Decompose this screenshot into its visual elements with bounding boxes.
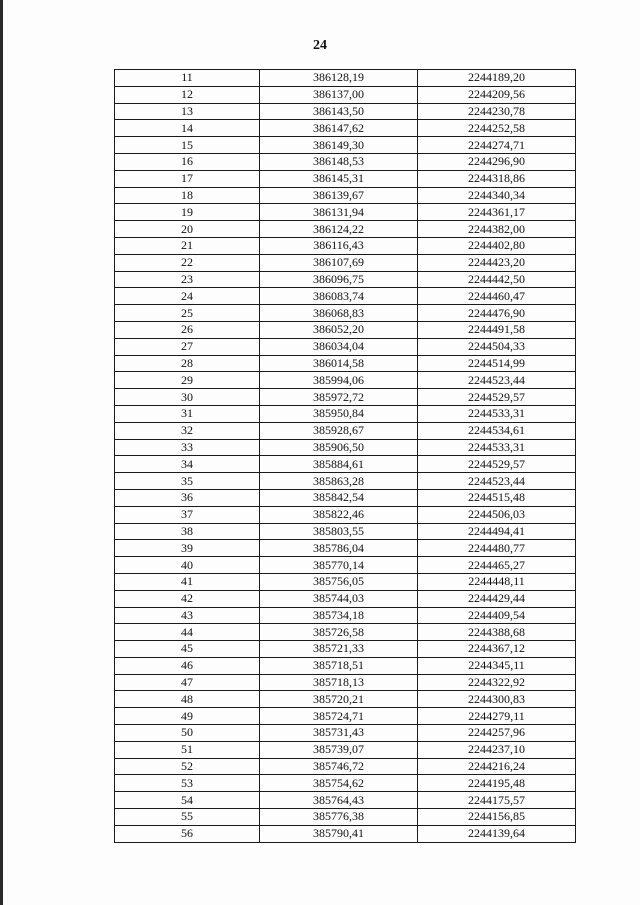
point-number-cell: 40 [115,557,260,574]
point-number-cell: 55 [115,809,260,826]
y-coordinate-cell: 2244515,48 [418,489,576,506]
table-row [115,389,576,406]
table-row [115,741,576,758]
table-row [115,775,576,792]
table-row [115,405,576,422]
x-coordinate-cell: 386014,58 [260,355,418,372]
point-number-cell: 45 [115,641,260,658]
y-coordinate-cell: 2244252,58 [418,120,576,137]
y-coordinate-cell: 2244529,57 [418,389,576,406]
point-number-cell: 34 [115,456,260,473]
point-number-cell: 31 [115,405,260,422]
y-coordinate-cell: 2244534,61 [418,422,576,439]
x-coordinate-cell: 385754,62 [260,775,418,792]
point-number-cell: 44 [115,624,260,641]
y-coordinate-cell: 2244139,64 [418,825,576,842]
y-coordinate-cell: 2244429,44 [418,590,576,607]
table-row [115,590,576,607]
x-coordinate-cell: 385906,50 [260,439,418,456]
x-coordinate-cell: 385822,46 [260,506,418,523]
y-coordinate-cell: 2244460,47 [418,288,576,305]
x-coordinate-cell: 386096,75 [260,271,418,288]
table-row [115,725,576,742]
table-row [115,439,576,456]
point-number-cell: 53 [115,775,260,792]
x-coordinate-cell: 385786,04 [260,540,418,557]
x-coordinate-cell: 386139,67 [260,187,418,204]
table-row [115,237,576,254]
x-coordinate-cell: 385950,84 [260,405,418,422]
x-coordinate-cell: 385734,18 [260,607,418,624]
point-number-cell: 47 [115,674,260,691]
x-coordinate-cell: 385972,72 [260,389,418,406]
table-row [115,204,576,221]
y-coordinate-cell: 2244442,50 [418,271,576,288]
point-number-cell: 38 [115,523,260,540]
point-number-cell: 30 [115,389,260,406]
y-coordinate-cell: 2244423,20 [418,254,576,271]
table-row [115,573,576,590]
x-coordinate-cell: 385803,55 [260,523,418,540]
x-coordinate-cell: 386052,20 [260,321,418,338]
y-coordinate-cell: 2244465,27 [418,557,576,574]
table-row [115,473,576,490]
point-number-cell: 22 [115,254,260,271]
x-coordinate-cell: 386107,69 [260,254,418,271]
point-number-cell: 17 [115,170,260,187]
x-coordinate-cell: 385739,07 [260,741,418,758]
x-coordinate-cell: 385764,43 [260,792,418,809]
point-number-cell: 21 [115,237,260,254]
point-number-cell: 32 [115,422,260,439]
point-number-cell: 13 [115,103,260,120]
y-coordinate-cell: 2244257,96 [418,725,576,742]
x-coordinate-cell: 386147,62 [260,120,418,137]
x-coordinate-cell: 385842,54 [260,489,418,506]
point-number-cell: 15 [115,137,260,154]
y-coordinate-cell: 2244230,78 [418,103,576,120]
point-number-cell: 37 [115,506,260,523]
y-coordinate-cell: 2244476,90 [418,305,576,322]
table-row [115,170,576,187]
coordinates-table-body [115,70,576,843]
point-number-cell: 25 [115,305,260,322]
table-row [115,607,576,624]
table-row [115,825,576,842]
x-coordinate-cell: 385863,28 [260,473,418,490]
x-coordinate-cell: 386148,53 [260,153,418,170]
point-number-cell: 23 [115,271,260,288]
y-coordinate-cell: 2244506,03 [418,506,576,523]
y-coordinate-cell: 2244491,58 [418,321,576,338]
point-number-cell: 48 [115,691,260,708]
table-row [115,641,576,658]
point-number-cell: 56 [115,825,260,842]
x-coordinate-cell: 385718,13 [260,674,418,691]
table-row [115,305,576,322]
y-coordinate-cell: 2244216,24 [418,758,576,775]
table-row [115,254,576,271]
x-coordinate-cell: 385726,58 [260,624,418,641]
y-coordinate-cell: 2244402,80 [418,237,576,254]
y-coordinate-cell: 2244296,90 [418,153,576,170]
x-coordinate-cell: 386128,19 [260,70,418,87]
x-coordinate-cell: 385721,33 [260,641,418,658]
y-coordinate-cell: 2244209,56 [418,86,576,103]
y-coordinate-cell: 2244237,10 [418,741,576,758]
point-number-cell: 12 [115,86,260,103]
point-number-cell: 46 [115,657,260,674]
table-row [115,557,576,574]
table-row [115,355,576,372]
point-number-cell: 24 [115,288,260,305]
table-row [115,70,576,87]
point-number-cell: 39 [115,540,260,557]
point-number-cell: 20 [115,221,260,238]
table-row [115,708,576,725]
y-coordinate-cell: 2244322,92 [418,674,576,691]
y-coordinate-cell: 2244529,57 [418,456,576,473]
x-coordinate-cell: 385776,38 [260,809,418,826]
table-row [115,523,576,540]
point-number-cell: 49 [115,708,260,725]
x-coordinate-cell: 385720,21 [260,691,418,708]
x-coordinate-cell: 385884,61 [260,456,418,473]
point-number-cell: 11 [115,70,260,87]
table-row [115,506,576,523]
x-coordinate-cell: 386116,43 [260,237,418,254]
point-number-cell: 42 [115,590,260,607]
table-row [115,103,576,120]
point-number-cell: 36 [115,489,260,506]
y-coordinate-cell: 2244195,48 [418,775,576,792]
x-coordinate-cell: 385770,14 [260,557,418,574]
x-coordinate-cell: 385746,72 [260,758,418,775]
y-coordinate-cell: 2244300,83 [418,691,576,708]
table-row [115,792,576,809]
table-row [115,372,576,389]
table-row [115,456,576,473]
x-coordinate-cell: 386149,30 [260,137,418,154]
x-coordinate-cell: 386145,31 [260,170,418,187]
y-coordinate-cell: 2244409,54 [418,607,576,624]
point-number-cell: 41 [115,573,260,590]
point-number-cell: 19 [115,204,260,221]
point-number-cell: 27 [115,338,260,355]
table-row [115,137,576,154]
table-row [115,86,576,103]
y-coordinate-cell: 2244388,68 [418,624,576,641]
table-row [115,674,576,691]
point-number-cell: 18 [115,187,260,204]
table-row [115,187,576,204]
table-row [115,120,576,137]
y-coordinate-cell: 2244494,41 [418,523,576,540]
x-coordinate-cell: 385790,41 [260,825,418,842]
point-number-cell: 28 [115,355,260,372]
point-number-cell: 16 [115,153,260,170]
point-number-cell: 26 [115,321,260,338]
y-coordinate-cell: 2244274,71 [418,137,576,154]
y-coordinate-cell: 2244523,44 [418,473,576,490]
table-row [115,758,576,775]
y-coordinate-cell: 2244448,11 [418,573,576,590]
x-coordinate-cell: 386034,04 [260,338,418,355]
y-coordinate-cell: 2244175,57 [418,792,576,809]
x-coordinate-cell: 385928,67 [260,422,418,439]
x-coordinate-cell: 385731,43 [260,725,418,742]
point-number-cell: 52 [115,758,260,775]
table-row [115,489,576,506]
table-row [115,809,576,826]
coordinates-table [114,69,576,843]
point-number-cell: 33 [115,439,260,456]
x-coordinate-cell: 386083,74 [260,288,418,305]
x-coordinate-cell: 386137,00 [260,86,418,103]
table-row [115,624,576,641]
y-coordinate-cell: 2244514,99 [418,355,576,372]
y-coordinate-cell: 2244345,11 [418,657,576,674]
x-coordinate-cell: 386131,94 [260,204,418,221]
scan-edge [0,0,3,905]
point-number-cell: 50 [115,725,260,742]
x-coordinate-cell: 385756,05 [260,573,418,590]
x-coordinate-cell: 385718,51 [260,657,418,674]
table-row [115,540,576,557]
x-coordinate-cell: 386068,83 [260,305,418,322]
table-row [115,691,576,708]
point-number-cell: 35 [115,473,260,490]
table-row [115,271,576,288]
table-row [115,153,576,170]
y-coordinate-cell: 2244367,12 [418,641,576,658]
point-number-cell: 29 [115,372,260,389]
table-row [115,321,576,338]
x-coordinate-cell: 386143,50 [260,103,418,120]
y-coordinate-cell: 2244361,17 [418,204,576,221]
x-coordinate-cell: 385724,71 [260,708,418,725]
y-coordinate-cell: 2244340,34 [418,187,576,204]
point-number-cell: 14 [115,120,260,137]
y-coordinate-cell: 2244382,00 [418,221,576,238]
y-coordinate-cell: 2244318,86 [418,170,576,187]
table-row [115,657,576,674]
y-coordinate-cell: 2244156,85 [418,809,576,826]
x-coordinate-cell: 386124,22 [260,221,418,238]
x-coordinate-cell: 385994,06 [260,372,418,389]
page-number: 24 [313,38,327,53]
point-number-cell: 43 [115,607,260,624]
y-coordinate-cell: 2244279,11 [418,708,576,725]
y-coordinate-cell: 2244533,31 [418,439,576,456]
y-coordinate-cell: 2244189,20 [418,70,576,87]
table-row [115,338,576,355]
y-coordinate-cell: 2244480,77 [418,540,576,557]
point-number-cell: 54 [115,792,260,809]
y-coordinate-cell: 2244523,44 [418,372,576,389]
y-coordinate-cell: 2244533,31 [418,405,576,422]
table-row [115,288,576,305]
table-row [115,422,576,439]
table-row [115,221,576,238]
x-coordinate-cell: 385744,03 [260,590,418,607]
y-coordinate-cell: 2244504,33 [418,338,576,355]
point-number-cell: 51 [115,741,260,758]
